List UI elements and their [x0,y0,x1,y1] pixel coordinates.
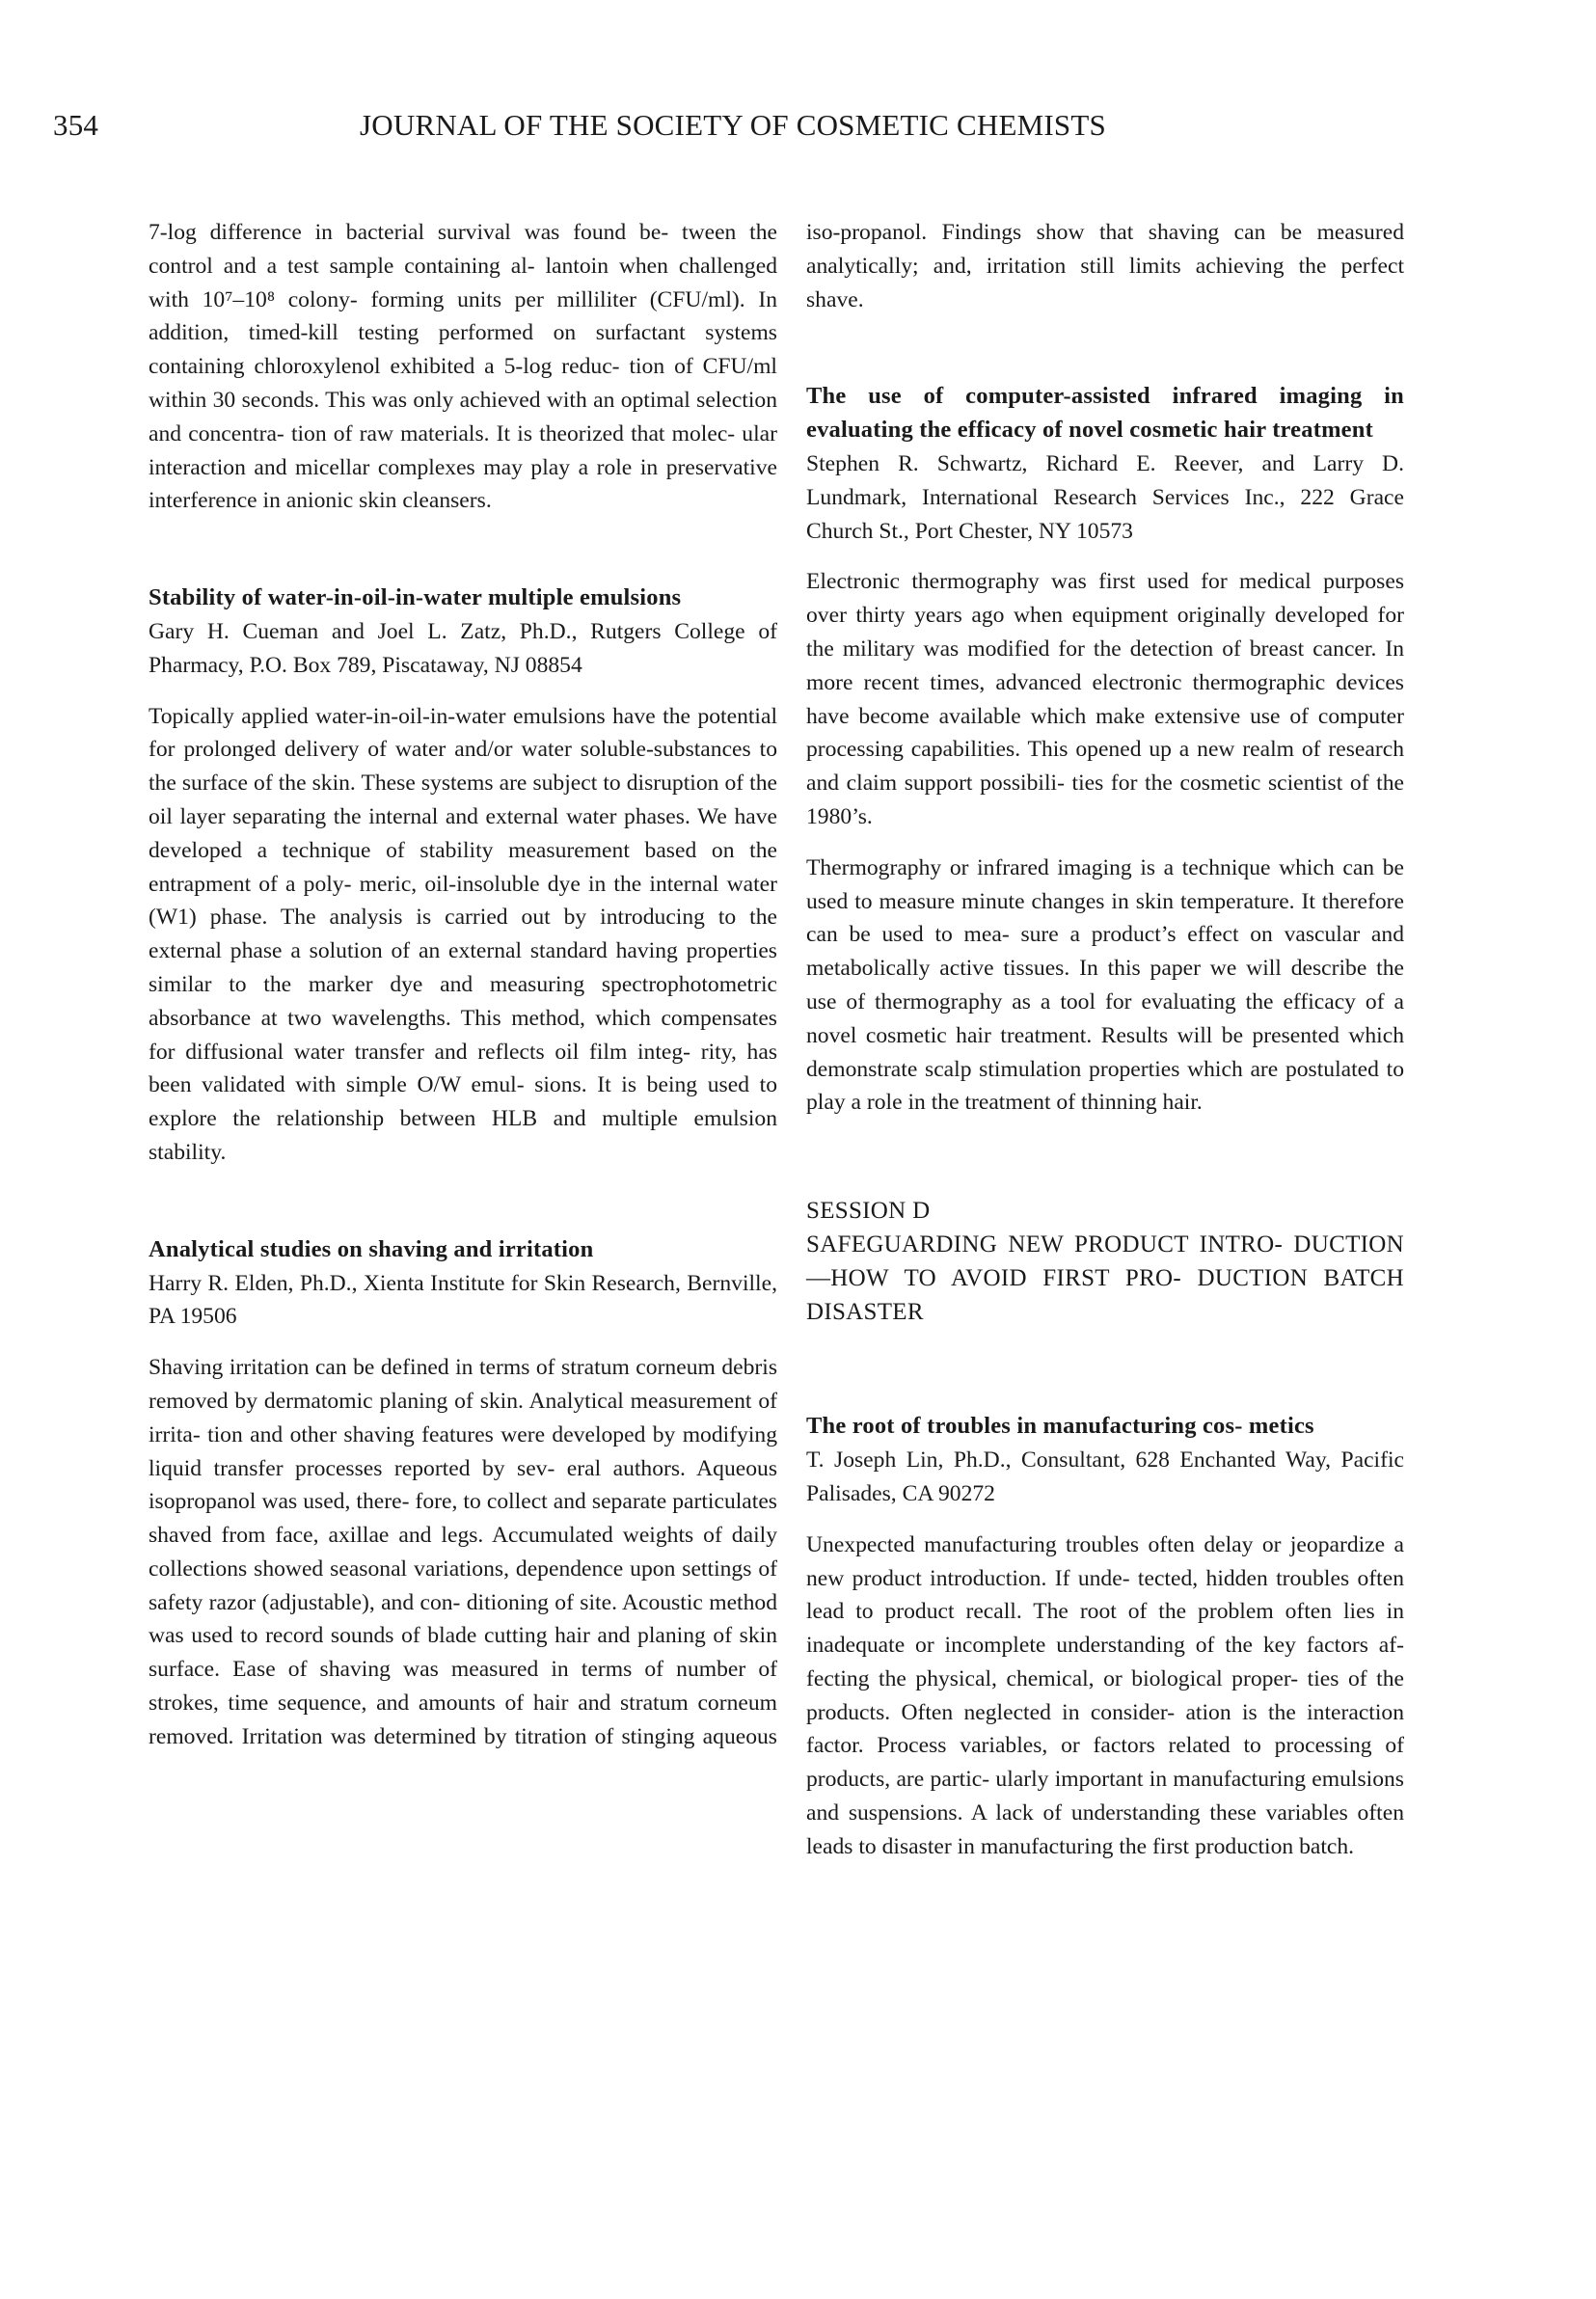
running-header [53,108,1403,147]
article-abstract: Shaving irritation can be defined in terms of stratum corneum debris removed by dermatomic planing of skin. Analytical measurement of irrita- tion and other shaving features were developed by modifying liquid transfer processes reported by sev- eral authors. Aqueous isopropanol was used, there- fore, to collect and separate particulates shaved from face, axillae and legs. Accumulated weights of daily collections showed seasonal variations, dependence upon settings of safety razor (adjustable), and con- ditioning of site. Acoustic method was used to record sounds of blade cutting hair and planing of skin surface. Ease of shaving was measured in terms of number of strokes, time sequence, and amounts of hair and stratum corneum removed. Irritation was determined by titration of stinging aqueous [149,1355,777,1749]
continued-paragraph: 7-log difference in bacterial survival was found be- tween the control and a test sample containing al- lantoin when challenged with 10⁷–10⁸ colony- forming units per milliliter (CFU/ml). In addition, timed-kill testing performed on surfactant systems containing chloroxylenol exhibited a 5-log reduc- tion of CFU/ml within 30 seconds. This was only achieved with an optimal selection and concentra- tion of raw materials. It is theorized that molec- ular interaction and micellar complexes may play a role in preservative interference in anionic skin cleansers. [149,220,777,514]
continued-paragraph: iso-propanol. Findings show that shaving can be measured analytically; and, irritation still limits achieving the perfect shave. [806,220,1404,312]
right-column [806,216,1404,1881]
session-title: SAFEGUARDING NEW PRODUCT INTRO- DUCTION—HOW TO AVOID FIRST PRO- DUCTION BATCH DISASTER [806,1231,1404,1325]
article-title: Analytical studies on shaving and irritation [149,1235,594,1262]
session-label: SESSION D [806,1198,931,1225]
article-manufacturing-troubles [806,1410,1404,1863]
article-abstract: Topically applied water-in-oil-in-water emulsions have the potential for prolonged delivery of water and/or water soluble-substances to the surface of the skin. These systems are subject to disruption of the oil layer separating the internal and external water phases. We have developed a technique of stability measurement based on the entrapment of a poly- meric, oil-insoluble dye in the internal water (W1) phase. The analysis is carried out by introducing to the external phase a solution of an external standard having properties similar to the marker dye and measuring spectrophotometric absorbance at two wavelengths. This method, which compensates for diffusional water transfer and reflects oil film integ- rity, has been validated with simple O/W emul- sions. It is being used to explore the relationship between HLB and multiple emulsion stability. [149,703,777,1165]
spacer [149,535,777,582]
article-authors: T. Joseph Lin, Ph.D., Consultant, 628 Enchanted Way, Pacific Palisades, CA 90272 [806,1447,1404,1506]
spacer [806,1137,1404,1195]
article-wow-emulsions [149,582,777,1170]
article-authors: Stephen R. Schwartz, Richard E. Reever, and Larry D. Lundmark, International Research Services Inc., 222 Grace Church St., Port Chester, NY 10573 [806,450,1404,544]
article-title: Stability of water-in-oil-in-water multiple emulsions [149,584,682,611]
session-heading [806,1195,1404,1329]
article-shaving-irritation [149,1233,777,1754]
article-authors: Gary H. Cueman and Joel L. Zatz, Ph.D., Rutgers College of Pharmacy, P.O. Box 789, Piscataway, NJ 08854 [149,618,777,678]
article-infrared-imaging [806,380,1404,1120]
spacer [149,1187,777,1233]
spacer [806,334,1404,380]
article-title: The use of computer-assisted infrared imaging in evaluating the efficacy of novel cosmetic hair treatment [806,383,1404,444]
spacer [806,1329,1404,1410]
left-column [149,216,777,1772]
article-title: The root of troubles in manufacturing cos- metics [806,1413,1314,1440]
article-abstract-paragraph: Electronic thermography was first used for medical purposes over thirty years ago when equipment originally developed for the military was modified for the detection of breast cancer. In more recent times, advanced electronic thermographic devices have become available which make extensive use of computer processing capabilities. This opened up a new realm of research and claim support possibili- ties for the cosmetic scientist of the 1980’s. [806,569,1404,829]
page-number: 354 [53,108,99,142]
article-abstract: Unexpected manufacturing troubles often delay or jeopardize a new product introduction. If unde- tected, hidden troubles often lead to product recall. The root of the problem often lies in inadequate or incomplete understanding of the key factors af- fecting the physical, chemical, or biological proper- ties of the products. Often neglected in consider- ation is the interaction factor. Process variables, or factors related to processing of products, are partic- ularly important in manufacturing emulsions and suspensions. A lack of understanding these variables often leads to disaster in manufacturing the first production batch. [806,1531,1404,1859]
article-abstract-paragraph: Thermography or infrared imaging is a technique which can be used to measure minute changes in skin temperature. It therefore can be used to mea- sure a product’s effect on vascular and metabolically active tissues. In this paper we will describe the use of thermography as a tool for evaluating the efficacy of a novel cosmetic hair treatment. Results will be presented which demonstrate scalp stimulation properties which are postulated to play a role in the treatment of thinning hair. [806,854,1404,1116]
article-authors: Harry R. Elden, Ph.D., Xienta Institute for Skin Research, Bernville, PA 19506 [149,1270,777,1330]
journal-title: JOURNAL OF THE SOCIETY OF COSMETIC CHEMISTS [360,108,1106,142]
